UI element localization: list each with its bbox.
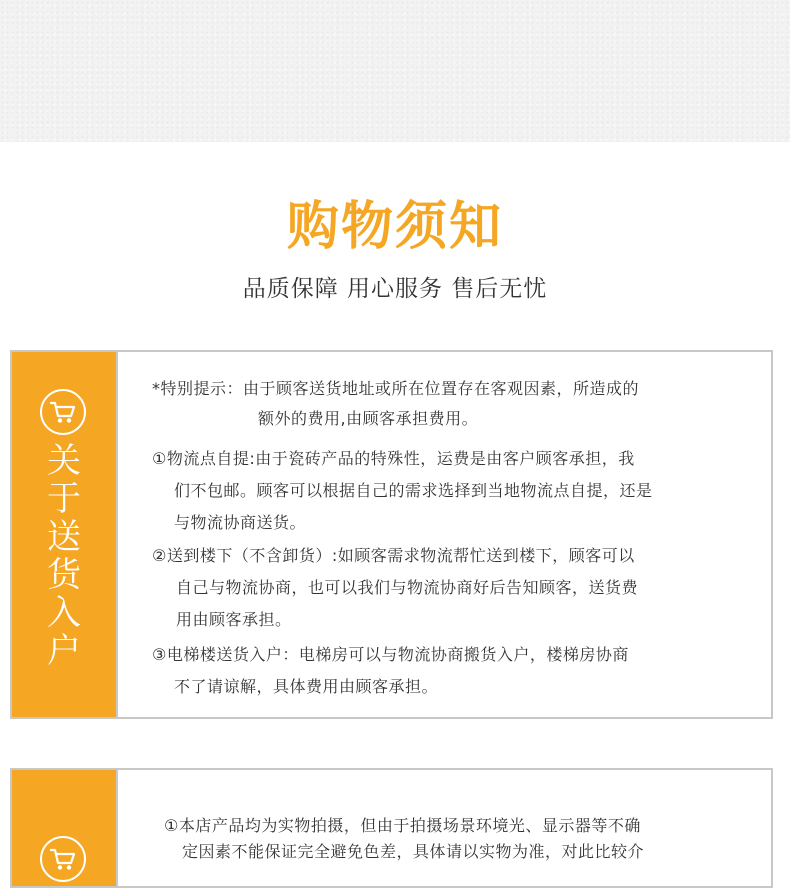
special-note-line: *特别提示：由于顾客送货地址或所在位置存在客观因素，所造成的 xyxy=(152,379,640,398)
downstairs-line: ②送到楼下（不含卸货）:如顾客需求物流帮忙送到楼下，顾客可以 xyxy=(152,546,635,565)
product-note-line: ①本店产品均为实物拍摄，但由于拍摄场景环境光、显示器等不确 xyxy=(164,816,641,835)
elevator-line: ③电梯楼送货入户：电梯房可以与物流协商搬货入户，楼梯房协商 xyxy=(152,645,629,664)
delivery-side-title xyxy=(12,442,116,670)
side-title-char: 货 xyxy=(47,555,81,595)
page-title: 购物须知 xyxy=(286,197,503,257)
side-title-char: 入 xyxy=(47,593,81,633)
delivery-panel xyxy=(10,350,773,719)
side-title-char: 户 xyxy=(47,631,81,671)
product-note-line: 定因素不能保证完全避免色差，具体请以实物为准，对此比较介 xyxy=(182,842,645,861)
side-title-char: 送 xyxy=(47,517,81,557)
cart-icon xyxy=(40,389,86,435)
side-title-char: 于 xyxy=(47,479,81,519)
top-texture-band xyxy=(0,0,790,142)
page-subtitle: 品质保障 用心服务 售后无忧 xyxy=(242,276,548,302)
cart-icon xyxy=(40,836,86,882)
side-title-char: 关 xyxy=(47,441,81,481)
pickup-line: 与物流协商送货。 xyxy=(174,513,307,532)
product-panel xyxy=(10,768,773,888)
pickup-line: ①物流点自提:由于瓷砖产品的特殊性，运费是由客户顾客承担，我 xyxy=(152,449,635,468)
pickup-line: 们不包邮。顾客可以根据自己的需求选择到当地物流点自提，还是 xyxy=(174,481,653,500)
elevator-line: 不了请谅解，具体费用由顾客承担。 xyxy=(174,677,439,696)
product-side-bar xyxy=(12,770,118,886)
downstairs-line: 用由顾客承担。 xyxy=(176,610,292,629)
special-note-line: 额外的费用,由顾客承担费用。 xyxy=(258,409,479,428)
downstairs-line: 自己与物流协商，也可以我们与物流协商好后告知顾客，送货费 xyxy=(176,578,639,597)
delivery-side-bar xyxy=(12,352,118,717)
